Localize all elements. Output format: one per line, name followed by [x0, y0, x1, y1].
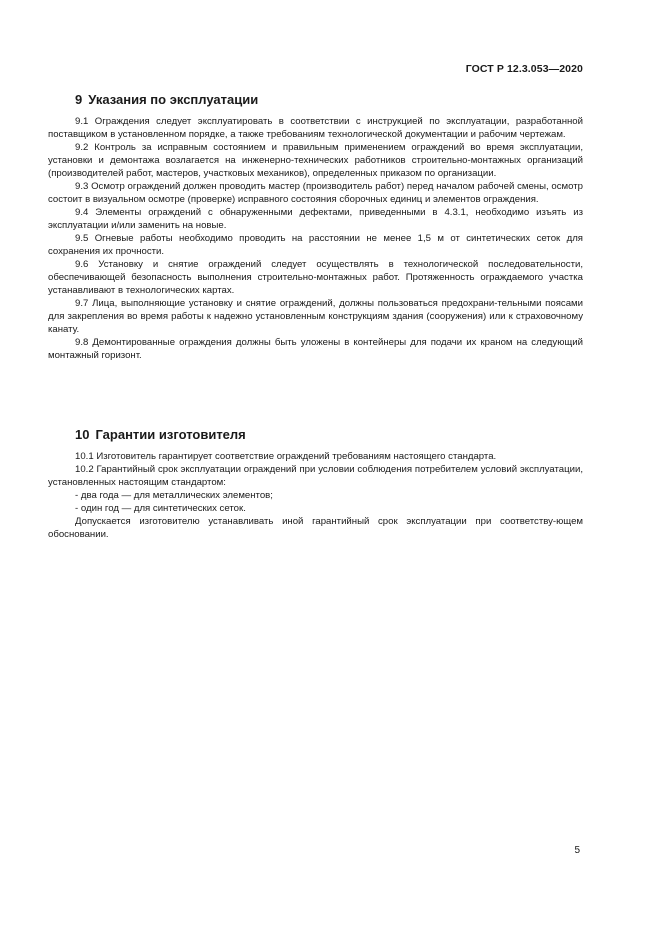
section-10-heading	[75, 427, 583, 442]
section-9-title: Указания по эксплуатации	[88, 92, 259, 107]
paragraph-10-closing: Допускается изготовителю устанавливать иной гарантийный срок эксплуатации при соответству-ющем обосновании.	[48, 516, 583, 540]
paragraph-9-3: 9.3 Осмотр ограждений должен проводить мастер (производитель работ) перед началом рабочей смены, осмотр состоит в визуальном осмотре (проверке) исправного состояния сборочных единиц и элементов ограждения.	[48, 181, 583, 205]
paragraph-9-6: 9.6 Установку и снятие ограждений следует осуществлять в технологической последовательности, обеспечивающей безопасность выполнения строительно-монтажных работ. Протяженность ограждаемого участка устанавливают в технологических картах.	[48, 259, 583, 296]
paragraph-10-1: 10.1 Изготовитель гарантирует соответствие ограждений требованиям настоящего стандарта.	[75, 451, 497, 462]
paragraph-10-2: 10.2 Гарантийный срок эксплуатации ограждений при условии соблюдения потребителем условий эксплуатации, установленных настоящим стандартом:	[48, 464, 583, 488]
section-10-title: Гарантии изготовителя	[95, 427, 246, 442]
paragraph-9-7: 9.7 Лица, выполняющие установку и снятие ограждений, должны пользоваться предохрани-тельными поясами для закрепления во время работы к надежно установленным конструкциям здания (сооружения) или к страховочному канату.	[48, 298, 583, 335]
list-item-synthetic: - один год — для синтетических сеток.	[75, 503, 246, 514]
paragraph-9-1: 9.1 Ограждения следует эксплуатировать в соответствии с инструкцией по эксплуатации, разработанной поставщиком в установленном порядке, а также требованиям технологической документации и рабочим чертежам.	[48, 116, 583, 140]
page-number: 5	[574, 845, 580, 856]
document-id: ГОСТ Р 12.3.053—2020	[465, 63, 583, 75]
paragraph-9-2: 9.2 Контроль за исправным состоянием и правильным применением ограждений во время эксплуатации, установки и демонтажа возлагается на инженерно-технических работников строительно-монтажных организаций (производителей работ, мастеров, участковых механиков), определенных приказом по организации.	[48, 142, 583, 179]
section-10	[48, 427, 583, 541]
paragraph-9-4: 9.4 Элементы ограждений с обнаруженными дефектами, приведенными в 4.3.1, необходимо изъять из эксплуатации и/или заменить на новые.	[48, 207, 583, 231]
paragraph-9-8: 9.8 Демонтированные ограждения должны быть уложены в контейнеры для подачи их краном на следующий монтажный горизонт.	[48, 337, 583, 361]
section-9-number: 9	[75, 92, 83, 107]
section-10-number: 10	[75, 427, 90, 442]
section-9-heading	[75, 92, 583, 107]
paragraph-9-5: 9.5 Огневые работы необходимо проводить на расстоянии не менее 1,5 м от синтетических сеток для сохранения их прочности.	[48, 233, 583, 257]
section-9	[48, 92, 583, 362]
list-item-metal: - два года — для металлических элементов;	[75, 490, 273, 501]
